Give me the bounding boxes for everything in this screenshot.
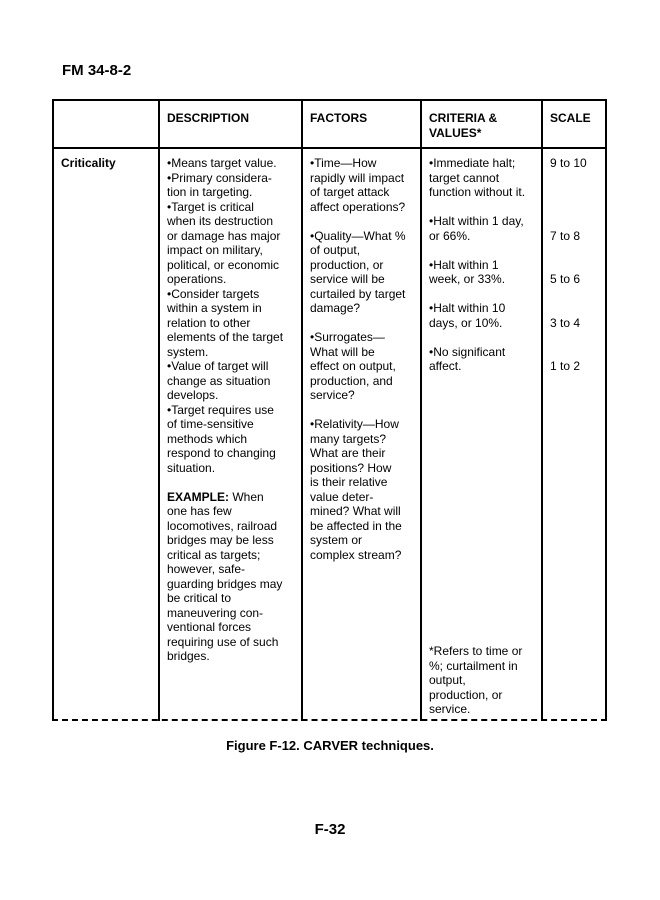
header-criteria xyxy=(429,111,497,141)
scale-value: 3 to 4 xyxy=(550,315,581,330)
example-first-line xyxy=(167,490,302,505)
document-id: FM 34-8-2 xyxy=(62,62,132,79)
carver-table xyxy=(52,99,607,721)
scale-value: 1 to 2 xyxy=(550,359,581,373)
factor-relativity-line: What are their xyxy=(310,446,386,460)
footnote-line: *Refers to time or xyxy=(429,644,523,658)
description-line: •Target is critical xyxy=(167,199,254,214)
table-bottom-dashed-border xyxy=(52,719,607,721)
factor-relativity-line: value deter- xyxy=(310,489,374,504)
criteria-line: function without it. xyxy=(429,185,526,199)
description-line: respond to changing xyxy=(167,446,276,460)
factors-cell xyxy=(310,156,420,562)
factor-quality-line: production, or xyxy=(310,257,384,272)
example-line: be critical to xyxy=(167,591,232,605)
footnote-line: production, or xyxy=(429,687,503,702)
description-line: •Means target value. xyxy=(167,156,277,170)
description-line: system. xyxy=(167,344,209,359)
factor-relativity-line: many targets? xyxy=(310,431,387,446)
description-line: elements of the target xyxy=(167,330,284,344)
criteria-line: •No significant xyxy=(429,344,506,359)
description-line: when its destruction xyxy=(167,214,274,228)
description-line: •Target requires use xyxy=(167,402,274,417)
criteria-line: or 66%. xyxy=(429,228,471,243)
factor-time-line: rapidly will impact xyxy=(310,170,405,185)
example-line: maneuvering con- xyxy=(167,605,264,620)
criteria-footnote xyxy=(429,644,544,717)
factor-relativity-line: system or xyxy=(310,533,363,547)
row-label-criticality: Criticality xyxy=(61,156,116,170)
description-line: of time-sensitive xyxy=(167,417,254,431)
scale-cell xyxy=(550,156,602,374)
factor-surrogates-line: production, and xyxy=(310,373,393,388)
factor-quality-line: curtailed by target xyxy=(310,286,406,301)
description-line: •Consider targets xyxy=(167,286,260,301)
factor-surrogates-line: •Surrogates— xyxy=(310,330,385,344)
example-line: one has few xyxy=(167,504,232,518)
criteria-line: •Halt within 10 xyxy=(429,301,506,315)
col-divider-3 xyxy=(420,99,422,721)
criteria-cell xyxy=(429,156,544,374)
example-line: critical as targets; xyxy=(167,547,261,562)
factor-quality-line: of output, xyxy=(310,243,361,257)
criteria-line: •Immediate halt; xyxy=(429,156,516,170)
factor-relativity-line: be affected in the xyxy=(310,518,402,533)
example-label: EXAMPLE: xyxy=(167,489,230,504)
factor-time-line: affect operations? xyxy=(310,199,406,214)
factor-surrogates-line: effect on output, xyxy=(310,359,396,373)
criteria-line: affect. xyxy=(429,359,462,373)
example-line: guarding bridges may xyxy=(167,576,283,591)
factor-surrogates-line: What will be xyxy=(310,344,375,359)
factor-relativity-line: mined? What will xyxy=(310,504,401,518)
description-cell xyxy=(167,156,302,664)
factor-quality-line: service will be xyxy=(310,272,385,286)
footnote-line: service. xyxy=(429,702,471,716)
figure-caption: Figure F-12. CARVER techniques. xyxy=(226,738,434,753)
description-line: impact on military, xyxy=(167,243,263,257)
criteria-line: days, or 10%. xyxy=(429,315,503,330)
description-line: change as situation xyxy=(167,373,271,388)
factor-quality-line: damage? xyxy=(310,301,361,315)
description-line: methods which xyxy=(167,431,248,446)
description-line: within a system in xyxy=(167,301,262,315)
criteria-line: •Halt within 1 xyxy=(429,257,499,272)
factor-relativity-line: •Relativity—How xyxy=(310,417,399,431)
description-line: or damage has major xyxy=(167,228,281,243)
description-line: develops. xyxy=(167,388,219,402)
header-criteria-line1: CRITERIA & xyxy=(429,111,498,125)
footnote-line: %; curtailment in xyxy=(429,658,518,673)
factor-time-line: •Time—How xyxy=(310,156,377,170)
description-line: relation to other xyxy=(167,315,251,330)
header-criteria-line2: VALUES* xyxy=(429,126,482,140)
col-divider-left xyxy=(52,99,54,721)
description-line: political, or economic xyxy=(167,257,280,272)
scale-value: 9 to 10 xyxy=(550,156,587,170)
footnote-line: output, xyxy=(429,673,466,687)
description-line: situation. xyxy=(167,460,216,475)
factor-relativity-line: complex stream? xyxy=(310,547,402,562)
example-line: requiring use of such xyxy=(167,634,279,649)
criteria-line: target cannot xyxy=(429,170,500,185)
page-number: F-32 xyxy=(314,821,346,838)
example-first-rest: When xyxy=(229,489,264,504)
description-line: tion in targeting. xyxy=(167,185,253,199)
factor-relativity-line: is their relative xyxy=(310,475,388,489)
criteria-line: •Halt within 1 day, xyxy=(429,214,524,228)
factor-time-line: of target attack xyxy=(310,185,390,199)
example-line: locomotives, railroad xyxy=(167,518,278,533)
example-line: bridges. xyxy=(167,649,210,663)
example-line: ventional forces xyxy=(167,620,252,634)
factor-surrogates-line: service? xyxy=(310,388,355,402)
col-divider-1 xyxy=(158,99,160,721)
col-divider-right xyxy=(605,99,607,721)
description-line: operations. xyxy=(167,272,227,286)
description-line: •Value of target will xyxy=(167,359,269,373)
factor-relativity-line: positions? How xyxy=(310,460,392,475)
example-line: bridges may be less xyxy=(167,533,274,547)
scale-value: 7 to 8 xyxy=(550,228,581,243)
description-line: •Primary considera- xyxy=(167,170,272,185)
header-description: DESCRIPTION xyxy=(167,111,250,125)
criteria-line: week, or 33%. xyxy=(429,272,506,286)
factor-quality-line: •Quality—What % xyxy=(310,228,406,243)
header-scale: SCALE xyxy=(550,111,591,125)
header-divider xyxy=(52,147,607,149)
header-factors: FACTORS xyxy=(310,111,368,125)
table-top-border xyxy=(52,99,607,101)
example-line: however, safe- xyxy=(167,562,246,576)
scale-value: 5 to 6 xyxy=(550,272,581,286)
